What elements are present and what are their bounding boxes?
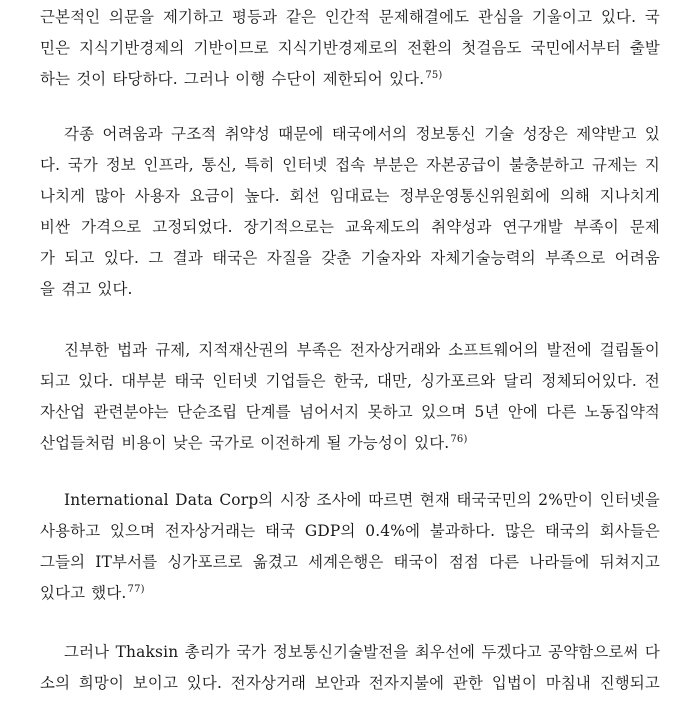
paragraph-line: 되고 있다. 대부분 태국 인터넷 기업들은 한국, 대만, 싱가포르와 달리 정체되어있다. 전: [40, 372, 660, 390]
paragraph-line: [40, 578, 660, 609]
paragraph-line: 진부한 법과 규제, 지적재산권의 부족은 전자상거래와 소프트웨어의 발전에 걸림돌이: [64, 341, 660, 359]
paragraph-line: [40, 64, 660, 95]
paragraph-2: [40, 119, 660, 305]
paragraph-line: 을 겪고 있다.: [40, 280, 133, 298]
paragraph-line: International Data Corp의 시장 조사에 따르면 현재 태국국민의 2%만이 인터넷을: [64, 491, 660, 509]
paragraph-line: 다. 국가 정보 인프라, 통신, 특히 인터넷 접속 부분은 자본공급이 불충분하고 규제는 지: [40, 156, 660, 174]
paragraph-line: 가 되고 있다. 그 결과 태국은 자질을 갖춘 기술자와 자체기술능력의 부족으로 어려움: [40, 249, 660, 267]
paragraph-3: [40, 335, 660, 459]
paragraph-line: 그들의 IT부서를 싱가포르로 옮겼고 세계은행은 태국이 점점 다른 나라들에 뒤쳐지고: [40, 553, 660, 571]
paragraph-line: 각종 어려움과 구조적 취약성 때문에 태국에서의 정보통신 기술 성장은 제약받고 있: [64, 125, 660, 143]
paragraph-line: 비싼 가격으로 고정되었다. 장기적으로는 교육제도의 취약성과 연구개발 부족이 문제: [40, 218, 660, 236]
paragraph-line-text: 하는 것이 타당하다. 그러나 이행 수단이 제한되어 있다.: [40, 70, 425, 88]
paragraph-line: 민은 지식기반경제의 기반이므로 지식기반경제로의 전환의 첫걸음도 국민에서부터 출발: [40, 39, 660, 57]
paragraph-line: 소의 희망이 보이고 있다. 전자상거래 보안과 전자지불에 관한 입법이 마침내 진행되고: [40, 674, 660, 692]
paragraph-line: 자산업 관련분야는 단순조립 단계를 넘어서지 못하고 있으며 5년 안에 다른 노동집약적: [40, 403, 660, 421]
paragraph-line: 그러나 Thaksin 총리가 국가 정보통신기술발전을 최우선에 두겠다고 공약함으로써 다: [64, 643, 660, 661]
footnote-marker: 76): [450, 433, 468, 445]
paragraph-1: [40, 2, 660, 95]
paragraph-line: 근본적인 의문을 제기하고 평등과 같은 인간적 문제해결에도 관심을 기울이고 있다. 국: [40, 8, 660, 26]
paragraph-line-text: 산업들처럼 비용이 낮은 국가로 이전하게 될 가능성이 있다.: [40, 434, 450, 452]
paragraph-line-text: 있다고 했다.: [40, 584, 127, 602]
footnote-marker: 77): [127, 583, 145, 595]
paragraph-line: [40, 428, 660, 459]
paragraph-line: 사용하고 있으며 전자상거래는 태국 GDP의 0.4%에 불과하다. 많은 태국의 회사들은: [40, 522, 660, 540]
paragraph-5: [40, 637, 660, 699]
paragraph-4: [40, 485, 660, 609]
footnote-marker: 75): [425, 69, 443, 81]
paragraph-line: 나치게 많아 사용자 요금이 높다. 회선 임대료는 정부운영통신위원회에 의해 지나치게: [40, 187, 660, 205]
